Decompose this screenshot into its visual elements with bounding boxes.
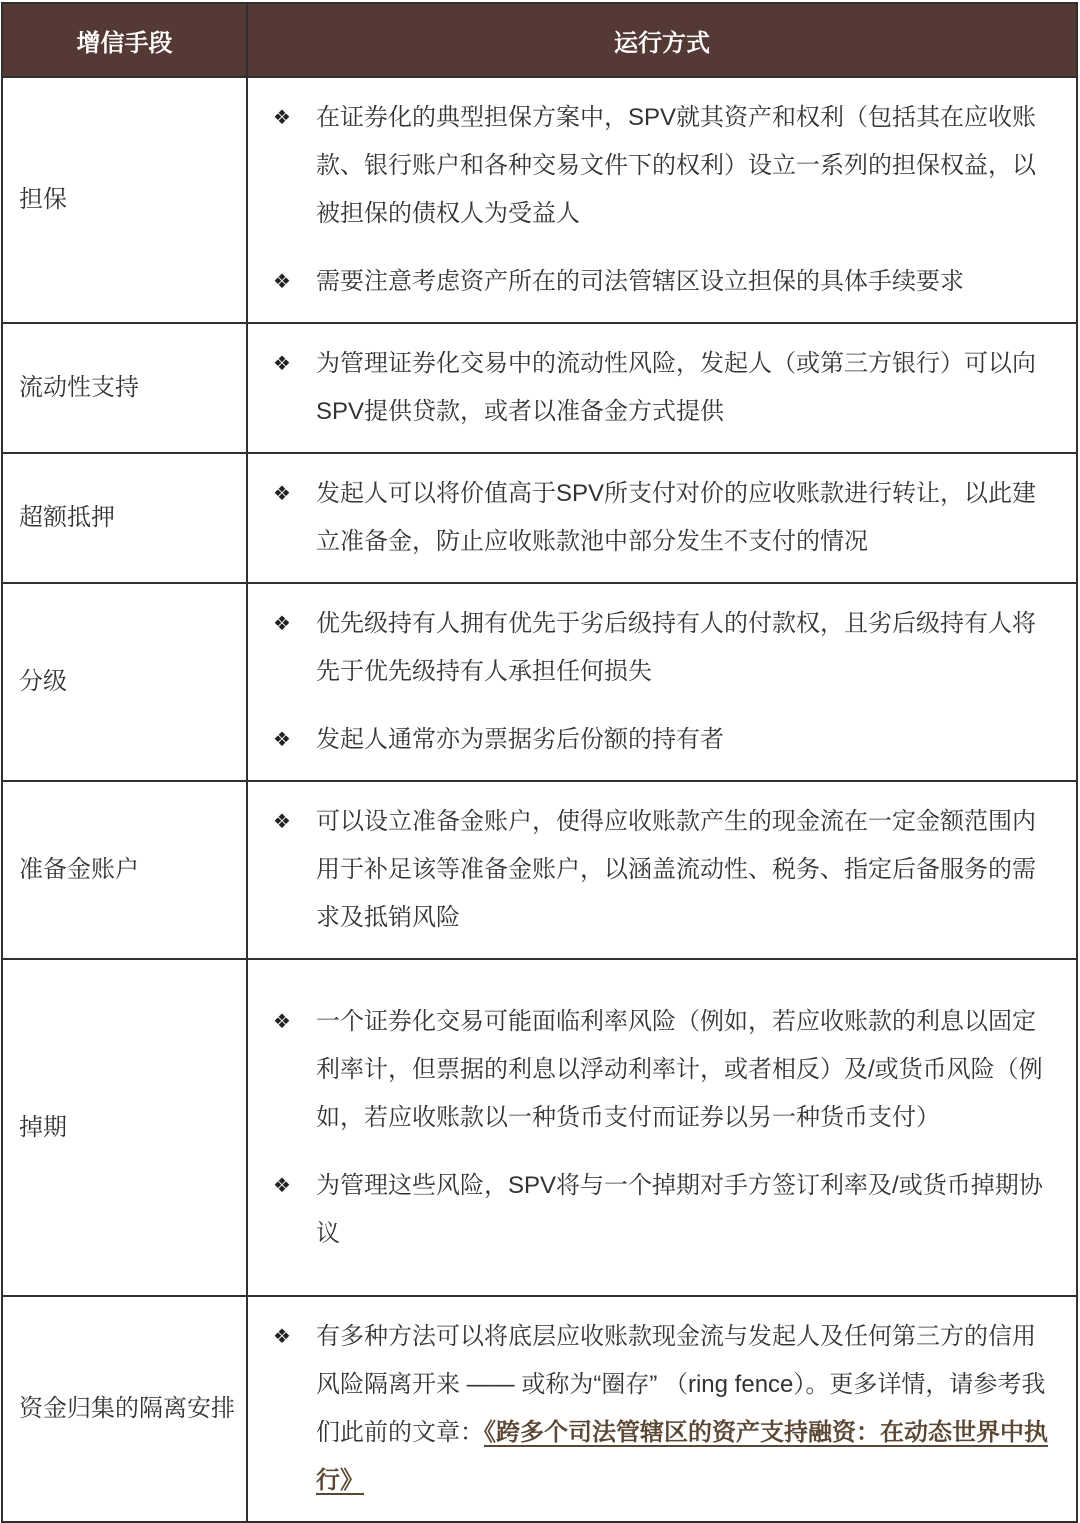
article-link[interactable]: 《跨多个司法管辖区的资产支持融资：在动态世界中执行》 [316, 1419, 1048, 1494]
enhancement-label: 担保 [2, 77, 247, 323]
bullet-text: 在证券化的典型担保方案中，SPV就其资产和权利（包括其在应收账款、银行账户和各种交易文件下的权利）设立一系列的担保权益，以被担保的债权人为受益人 [316, 104, 1037, 227]
bullet-item [248, 716, 1058, 764]
header-enhancement-method: 增信手段 [2, 3, 247, 77]
operation-description [247, 453, 1077, 583]
diamond-bullet-icon: ❖ [273, 1326, 291, 1348]
bullet-text: 为管理证券化交易中的流动性风险，发起人（或第三方银行）可以向SPV提供贷款，或者以准备金方式提供 [316, 350, 1036, 425]
operation-description [247, 323, 1077, 453]
credit-enhancement-table [1, 2, 1078, 1523]
diamond-bullet-icon: ❖ [273, 1010, 291, 1033]
bullet-text: 有多种方法可以将底层应收账款现金流与发起人及任何第三方的信用风险隔离开来 —— 或称为“圈存” （ring fence）。更多详情，请参考我们此前的文章： [316, 1323, 1046, 1446]
enhancement-label: 资金归集的隔离安排 [2, 1296, 247, 1522]
table-row [2, 781, 1077, 959]
bullet-item [248, 94, 1058, 238]
table-row [2, 583, 1077, 781]
table-row [2, 77, 1077, 323]
diamond-bullet-icon: ❖ [273, 729, 291, 751]
bullet-text: 需要注意考虑资产所在的司法管辖区设立担保的具体手续要求 [316, 268, 964, 295]
diamond-bullet-icon: ❖ [273, 353, 291, 375]
diamond-bullet-icon: ❖ [273, 271, 291, 293]
bullet-item [248, 340, 1058, 436]
operation-description [247, 77, 1077, 323]
bullet-text: 发起人通常亦为票据劣后份额的持有者 [316, 726, 724, 753]
table-row [2, 1296, 1077, 1522]
enhancement-label: 掉期 [2, 959, 247, 1296]
bullet-item [248, 470, 1058, 566]
bullet-item [248, 798, 1058, 942]
operation-description [247, 1296, 1077, 1522]
table-row [2, 453, 1077, 583]
bullet-text: 可以设立准备金账户，使得应收账款产生的现金流在一定金额范围内用于补足该等准备金账户，以涵盖流动性、税务、指定后备服务的需求及抵销风险 [316, 808, 1036, 931]
operation-description [247, 583, 1077, 781]
table-row [2, 959, 1077, 1296]
diamond-bullet-icon: ❖ [273, 613, 291, 635]
bullet-text: 一个证券化交易可能面临利率风险（例如，若应收账款的利息以固定利率计，但票据的利息以浮动利率计，或者相反）及/或货币风险（例如，若应收账款以一种货币支付而证券以另一种货币支付） [316, 1007, 1043, 1131]
table-row [2, 323, 1077, 453]
diamond-bullet-icon: ❖ [273, 811, 291, 833]
enhancement-label: 流动性支持 [2, 323, 247, 453]
bullet-item [248, 1313, 1058, 1505]
bullet-text: 优先级持有人拥有优先于劣后级持有人的付款权，且劣后级持有人将先于优先级持有人承担任何损失 [316, 610, 1036, 685]
bullet-item [248, 998, 1058, 1142]
bullet-item [248, 1162, 1058, 1258]
bullet-item [248, 258, 1058, 306]
bullet-text: 发起人可以将价值高于SPV所支付对价的应收账款进行转让，以此建立准备金，防止应收账款池中部分发生不支付的情况 [316, 480, 1037, 555]
diamond-bullet-icon: ❖ [273, 1174, 291, 1197]
enhancement-label: 准备金账户 [2, 781, 247, 959]
header-operation-mode: 运行方式 [247, 3, 1077, 77]
operation-description [247, 959, 1077, 1296]
enhancement-label: 分级 [2, 583, 247, 781]
bullet-item [248, 600, 1058, 696]
table-header-row [2, 3, 1077, 77]
diamond-bullet-icon: ❖ [273, 107, 291, 129]
diamond-bullet-icon: ❖ [273, 483, 291, 505]
enhancement-label: 超额抵押 [2, 453, 247, 583]
operation-description [247, 781, 1077, 959]
bullet-text: 为管理这些风险，SPV将与一个掉期对手方签订利率及/或货币掉期协议 [316, 1171, 1043, 1247]
